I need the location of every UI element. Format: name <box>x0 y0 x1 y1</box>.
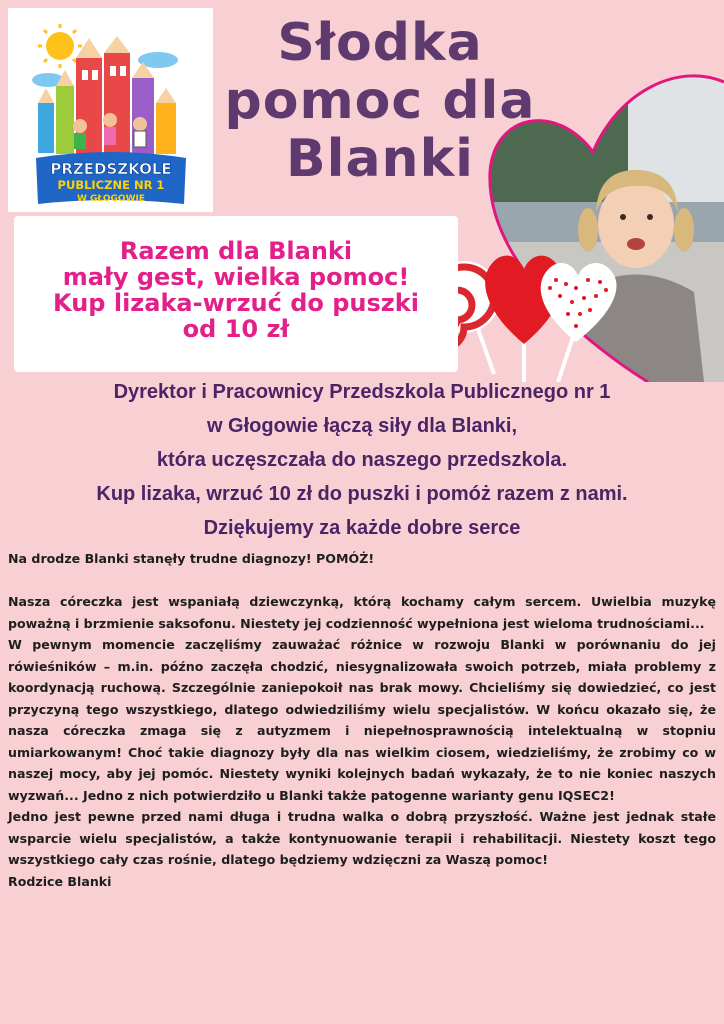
story-paragraph-2: W pewnym momencie zaczęliśmy zauważać różnice w rozwoju Blanki w porównaniu do jej rówieśników – m.in. późno zaczęła chodzić, niesygnalizowała swoich potrzeb, miała problemy z koordynacją ruchową. Szczególnie zaniepokoił nas brak mowy. Chcieliśmy się dowiedzieć, co jest przyczyną tego wszystkiego, dlatego odwiedziliśmy wielu specjalistów. W końcu okazało się, że nasza córeczka zmaga się z autyzmem i niepełnosprawnością intelektualną w stopniu umiarkowanym! Choć takie diagnozy były dla nas wielkim ciosem, wiedzieliśmy, że zrobimy co w naszej mocy, aby jej pomóc. Niestety wyniki kolejnych badań wykazały, że to nie koniec naszych wyzwań... Jedno z nich potwierdziło u Blanki także patogenne warianty genu IQSEC2! <box>8 637 716 803</box>
story-text <box>8 548 716 892</box>
slogan <box>14 238 458 342</box>
title-line3: Blanki <box>286 129 474 189</box>
kindergarten-logo <box>8 8 213 212</box>
announcement-line1: Dyrektor i Pracownicy Przedszkola Publicznego nr 1 <box>113 381 611 403</box>
title-line1: Słodka <box>277 13 483 73</box>
pencil-house-icon <box>8 8 213 212</box>
story-paragraph-3: Jedno jest pewne przed nami długa i trudna walka o dobrą przyszłość. Ważne jest jednak stałe wsparcie wielu specjalistów, a także kontynuowanie terapii i rehabilitacji. Niestety koszt tego wszystkiego cały czas rośnie, dlatego będziemy wdzięczni za Waszą pomoc! <box>8 809 716 867</box>
story-heading: Na drodze Blanki stanęły trudne diagnozy! POMÓŻ! <box>8 551 375 566</box>
announcement-line2: w Głogowie łączą siły dla Blanki, <box>206 415 518 437</box>
heart-photo <box>428 52 724 382</box>
announcement-line4: Kup lizaka, wrzuć 10 zł do puszki i pomóż razem z nami. <box>96 483 628 505</box>
title-line2: pomoc dla <box>224 71 536 131</box>
announcement-line3: która uczęszczała do naszego przedszkola. <box>156 449 568 471</box>
slogan-line1: Razem dla Blanki <box>119 237 353 265</box>
logo-line3: W GŁOGOWIE <box>76 194 146 204</box>
slogan-line2: mały gest, wielka pomoc! <box>62 263 410 291</box>
story-signature: Rodzice Blanki <box>8 873 112 889</box>
logo-line2: PUBLICZNE NR 1 <box>57 178 165 192</box>
announcement <box>0 375 724 545</box>
logo-line1: PRZEDSZKOLE <box>50 160 172 178</box>
story-paragraph-1: Nasza córeczka jest wspaniałą dziewczynką, którą kochamy całym sercem. Uwielbia muzykę poważną i brzmienie saksofonu. Niestety jej codzienność wypełniona jest wieloma trudnościami... <box>8 594 716 631</box>
announcement-line5: Dziękujemy za każde dobre serce <box>203 517 521 539</box>
sun-icon <box>38 24 82 68</box>
slogan-line3: Kup lizaka-wrzuć do puszki <box>53 289 419 317</box>
slogan-line4: od 10 zł <box>182 315 290 343</box>
